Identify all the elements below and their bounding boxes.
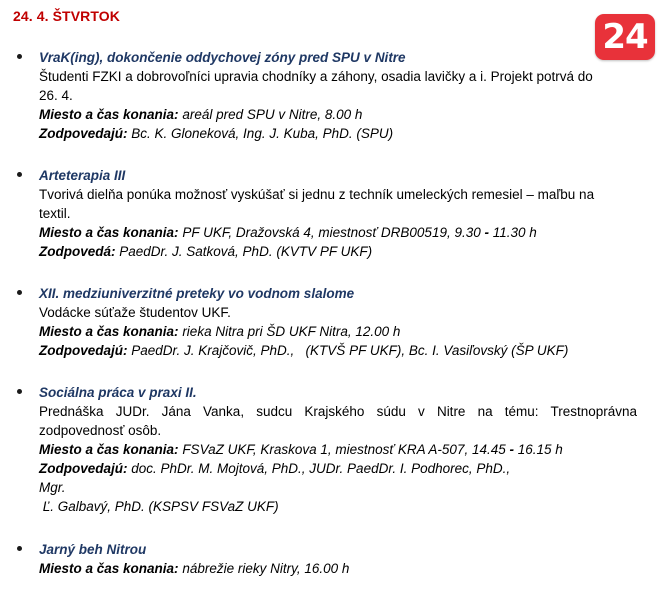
responsible-value: doc. PhDr. M. Mojtová, PhD., JUDr. PaedDr. I. Podhorec, PhD., xyxy=(127,461,511,476)
place-value: areál pred SPU v Nitre, 8.00 h xyxy=(178,107,363,122)
event-title: Arteterapia III xyxy=(39,168,126,183)
event-title: VraK(ing), dokončenie oddychovej zóny pred SPU v Nitre xyxy=(39,50,406,65)
place-label: Miesto a čas konania: xyxy=(39,107,179,122)
day-heading: 24. 4. ŠTVRTOK xyxy=(13,8,120,24)
event-place xyxy=(39,223,639,242)
place-value: rieka Nitra pri ŠD UKF Nitra, 12.00 h xyxy=(178,324,401,339)
bullet-icon xyxy=(17,290,22,295)
place-dash: - xyxy=(509,442,514,457)
event-description: 26. 4. xyxy=(39,88,73,103)
place-value: PF UKF, Dražovská 4, miestnosť DRB00519, 9.30 xyxy=(178,225,485,240)
place-label: Miesto a čas konania: xyxy=(39,442,179,457)
responsible-label: Zodpovedajú: xyxy=(39,461,128,476)
place-value-end: 16.15 h xyxy=(513,442,563,457)
event-description: zodpovednosť osôb. xyxy=(39,423,162,438)
responsible-value: PaedDr. J. Satková, PhD. (KVTV PF UKF) xyxy=(115,244,373,259)
event-title: XII. medziuniverzitné preteky vo vodnom slalome xyxy=(39,286,355,301)
event-responsible xyxy=(39,341,639,360)
event-responsible xyxy=(39,459,639,478)
place-label: Miesto a čas konania: xyxy=(39,324,179,339)
event-title: Sociálna práca v praxi II. xyxy=(39,385,197,400)
place-dash: - xyxy=(484,225,489,240)
place-value: nábrežie rieky Nitry, 16.00 h xyxy=(178,561,350,576)
place-label: Miesto a čas konania: xyxy=(39,561,179,576)
bullet-icon xyxy=(17,546,22,551)
event-description: Tvorivá dielňa ponúka možnosť vyskúšať si jednu z techník umeleckých remesiel – maľbu na xyxy=(39,187,595,202)
place-label: Miesto a čas konania: xyxy=(39,225,179,240)
place-value: FSVaZ UKF, Kraskova 1, miestnosť KRA A-507, 14.45 xyxy=(178,442,510,457)
bullet-icon xyxy=(17,54,22,59)
event-description: Študenti FZKI a dobrovoľníci upravia chodníky a záhony, osadia lavičky a i. Projekt potrvá do xyxy=(39,69,593,84)
event-responsible-cont: Ľ. Galbavý, PhD. (KSPSV FSVaZ UKF) xyxy=(39,499,279,514)
event-place xyxy=(39,322,639,341)
event-title: Jarný beh Nitrou xyxy=(39,542,147,557)
event-place xyxy=(39,105,639,124)
event-responsible xyxy=(39,242,639,261)
event-responsible-cont: Mgr. xyxy=(39,480,66,495)
responsible-label: Zodpovedá: xyxy=(39,244,116,259)
logo-text: 24 xyxy=(602,17,648,57)
event-description: Vodácke súťaže študentov UKF. xyxy=(39,305,231,320)
bullet-icon xyxy=(17,172,22,177)
responsible-value: PaedDr. J. Krajčovič, PhD., (KTVŠ PF UKF), Bc. I. Vasiľovský (ŠP UKF) xyxy=(127,343,569,358)
place-value-end: 11.30 h xyxy=(488,225,537,240)
event-place xyxy=(39,440,639,459)
event-description: textil. xyxy=(39,206,71,221)
responsible-label: Zodpovedajú: xyxy=(39,126,128,141)
event-description: Prednáška JUDr. Jána Vanka, sudcu Krajského súdu v Nitre na tému: Trestnoprávna xyxy=(39,404,637,419)
bullet-icon xyxy=(17,389,22,394)
event-place xyxy=(39,559,639,578)
responsible-value: Bc. K. Gloneková, Ing. J. Kuba, PhD. (SPU) xyxy=(127,126,394,141)
event-responsible xyxy=(39,124,639,143)
responsible-label: Zodpovedajú: xyxy=(39,343,128,358)
